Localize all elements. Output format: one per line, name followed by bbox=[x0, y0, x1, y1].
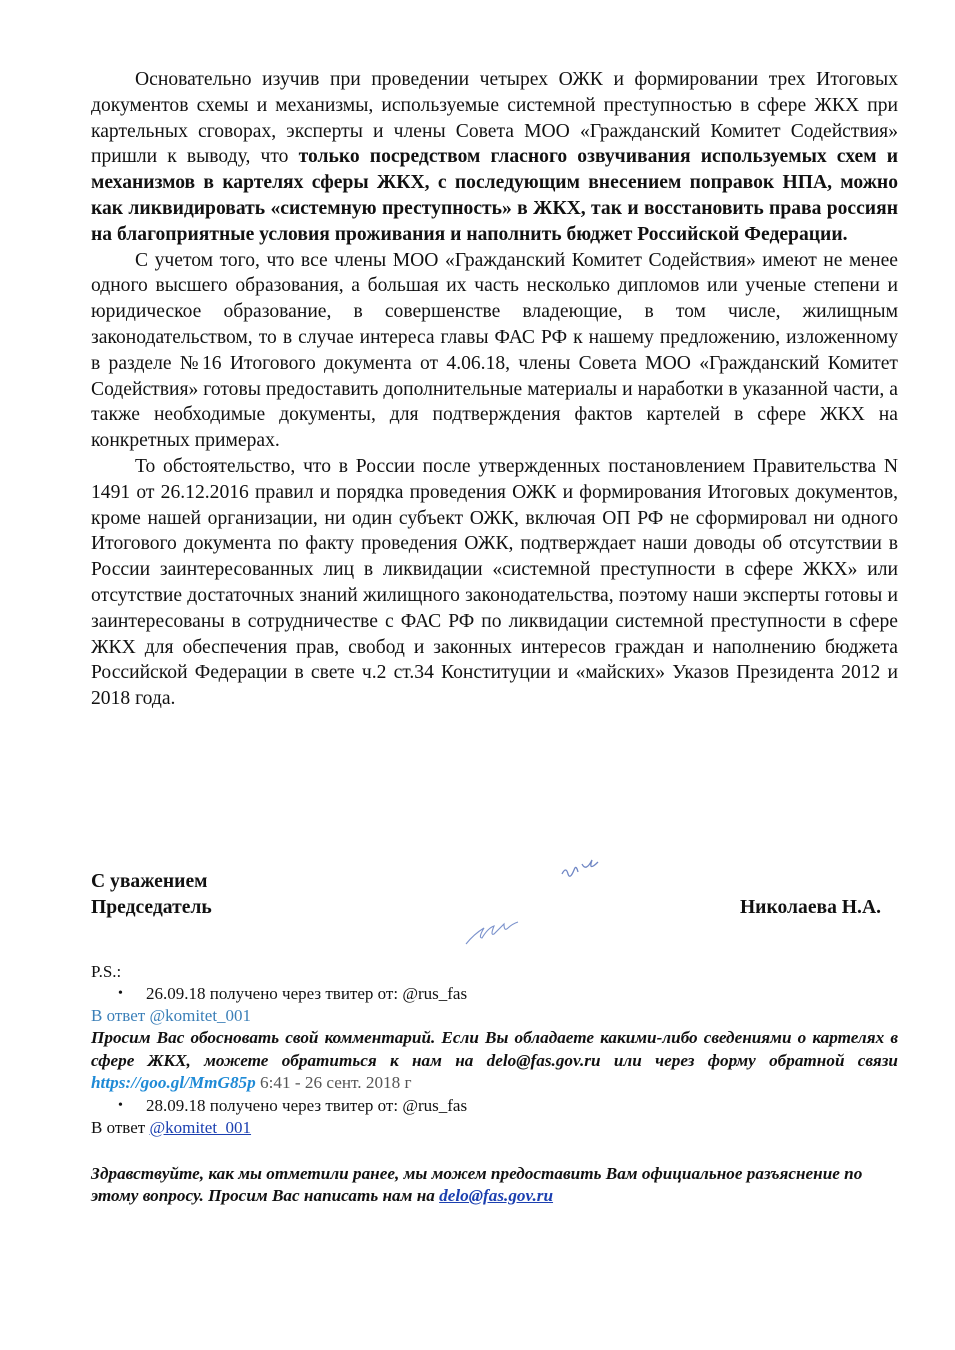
greeting: С уважением bbox=[91, 871, 208, 892]
paragraph-conclusion bbox=[91, 67, 898, 248]
paragraph-offer: С учетом того, что все члены МОО «Гражданский Комитет Содействия» имеют не менее одного высшего образования, а большая их часть несколько дипломов или ученые степени и юридическое образование, в совершенстве владеющие, в том числе, жилищным законодательством, то в случае интереса главы ФАС РФ к нашему предложению, изложенному в разделе №16 Итогового документа от 4.06.18, члены Совета МОО «Гражданский Комитет Содействия» готовы предоставить дополнительные материалы и наработки в указанной части, а также необходимые документы, для подтверждения фактов картелей в сфере ЖКХ на конкретных примерах. bbox=[91, 249, 898, 452]
letter-body bbox=[91, 67, 898, 712]
reply-2-handle[interactable]: @komitet_001 bbox=[149, 1117, 252, 1137]
signer-name: Николаева Н.А. bbox=[739, 897, 881, 918]
reply-1-prefix: В ответ bbox=[91, 1006, 150, 1025]
message-1-time: 6:41 - 26 сент. 2018 г bbox=[255, 1073, 412, 1092]
paragraph-conclusion-text: Основательно изучив при проведении четырех ОЖК и формировании трех Итоговых документов схемы и механизмы, используемые системной преступностью в сфере ЖКХ при картельных сговорах, эксперты и члены Совета МОО «Гражданский Комитет Содействия» пришли к выводу, что bbox=[91, 69, 898, 168]
message-2-text: Здравствуйте, как мы отметили ранее, мы можем предоставить Вам официальное разъяснение по этому вопросу. Просим Вас написать нам на bbox=[91, 1163, 863, 1205]
ps-item-2-text: 28.09.18 получено через твитер от: @rus_fas bbox=[146, 1095, 468, 1115]
signer-position: Председатель bbox=[91, 897, 212, 918]
ps-item-2 bbox=[91, 1095, 898, 1117]
ps-item-1-text: 26.09.18 получено через твитер от: @rus_fas bbox=[146, 984, 468, 1003]
postscript bbox=[91, 961, 898, 1208]
reply-2-prefix: В ответ bbox=[91, 1117, 150, 1137]
message-1 bbox=[91, 1027, 898, 1095]
message-1-link[interactable]: https://goo.gl/MmG85p bbox=[91, 1073, 256, 1092]
reply-1 bbox=[91, 1005, 898, 1027]
paragraph-circumstance: То обстоятельство, что в России после утвержденных постановлением Правительства N 1491 от 26.12.2016 правил и порядка проведения ОЖК и формирования Итоговых документов, кроме нашей организации, ни один субъект ОЖК, включая ОП РФ не сформировал ни одного Итогового документа по факту проведения ОЖК, подтверждает наши доводы об отсутствии в России заинтересованных лиц в ликвидации «системной преступности в сфере ЖКХ» или отсутствие достаточных знаний жилищного законодательства, поэтому наши эксперты готовы и заинтересованы в сотрудничестве с ФАС РФ по ликвидации системной преступности в сфере ЖКХ для обеспечения прав, свобод и законных интересов граждан и наполнению бюджета Российской Федерации в свете ч.2 ст.34 Конституции и «майских» Указов Президента 2012 и 2018 года. bbox=[91, 455, 898, 710]
message-1-text: Просим Вас обосновать свой комментарий. Если Вы обладаете какими-либо сведениями о картелях в сфере ЖКХ, можете обратиться к нам на delo@fas.gov.ru или через форму обратной связи bbox=[91, 1028, 898, 1070]
reply-1-handle[interactable]: @komitet_001 bbox=[149, 1006, 252, 1025]
paragraph-conclusion-bold: только посредством гласного озвучивания используемых схем и механизмов в картелях сферы ЖКХ, с последующим внесением поправок НПА, можно как ликвидировать «системную преступность» в ЖКХ, так и восстановить права россиян на благоприятные условия проживания и наполнить бюджет Российской Федерации. bbox=[91, 146, 898, 245]
message-2 bbox=[91, 1163, 898, 1208]
ps-item-1 bbox=[91, 983, 898, 1005]
handwritten-signature bbox=[458, 852, 618, 952]
message-2-email[interactable]: delo@fas.gov.ru bbox=[439, 1186, 554, 1205]
reply-2 bbox=[91, 1117, 898, 1139]
ps-label: P.S.: bbox=[91, 962, 122, 981]
